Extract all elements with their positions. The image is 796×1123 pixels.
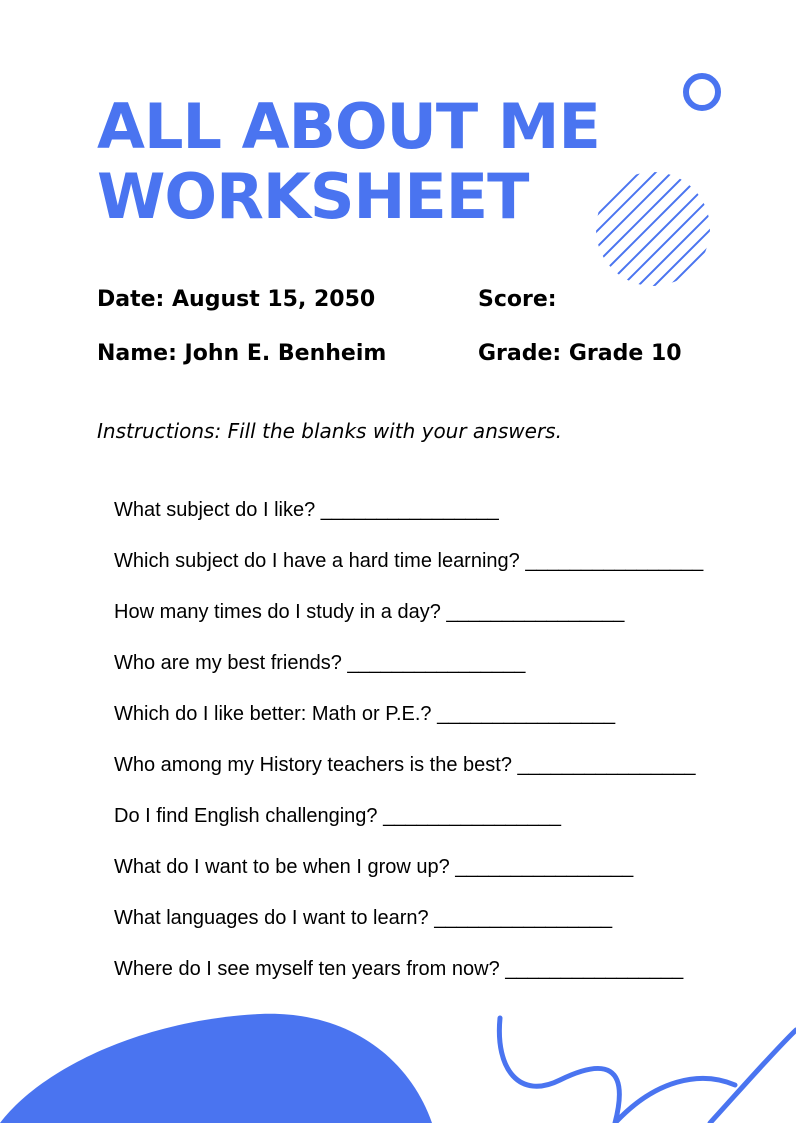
blob-shape (0, 1000, 440, 1123)
name-field: Name: John E. Benheim (97, 341, 387, 366)
squiggle-line (490, 1010, 796, 1123)
question-text: Where do I see myself ten years from now? ________________ (114, 958, 684, 980)
question-text: What do I want to be when I grow up? ________________ (114, 856, 634, 878)
date-field: Date: August 15, 2050 (97, 287, 376, 312)
question-text: What subject do I like? ________________ (114, 499, 499, 521)
ring-icon (680, 70, 724, 114)
page-title (97, 92, 600, 232)
instructions-label: Instructions (97, 419, 215, 443)
grade-field: Grade: Grade 10 (478, 341, 682, 366)
question-text: How many times do I study in a day? ________________ (114, 601, 625, 623)
title-line-2: WORKSHEET (97, 160, 529, 233)
instructions-text: : Fill the blanks with your answers. (214, 419, 562, 443)
title-line-1: ALL ABOUT ME (97, 90, 600, 163)
score-field: Score: (478, 287, 557, 312)
striped-circle-icon (594, 170, 712, 288)
question-text: Who among my History teachers is the best? ________________ (114, 754, 696, 776)
question-text: Which do I like better: Math or P.E.? ________________ (114, 703, 616, 725)
question-text: Do I find English challenging? ________________ (114, 805, 562, 827)
question-text: Which subject do I have a hard time learning? ________________ (114, 550, 704, 572)
question-text: Who are my best friends? ________________ (114, 652, 526, 674)
question-text: What languages do I want to learn? ________________ (114, 907, 613, 929)
instructions (97, 418, 562, 444)
